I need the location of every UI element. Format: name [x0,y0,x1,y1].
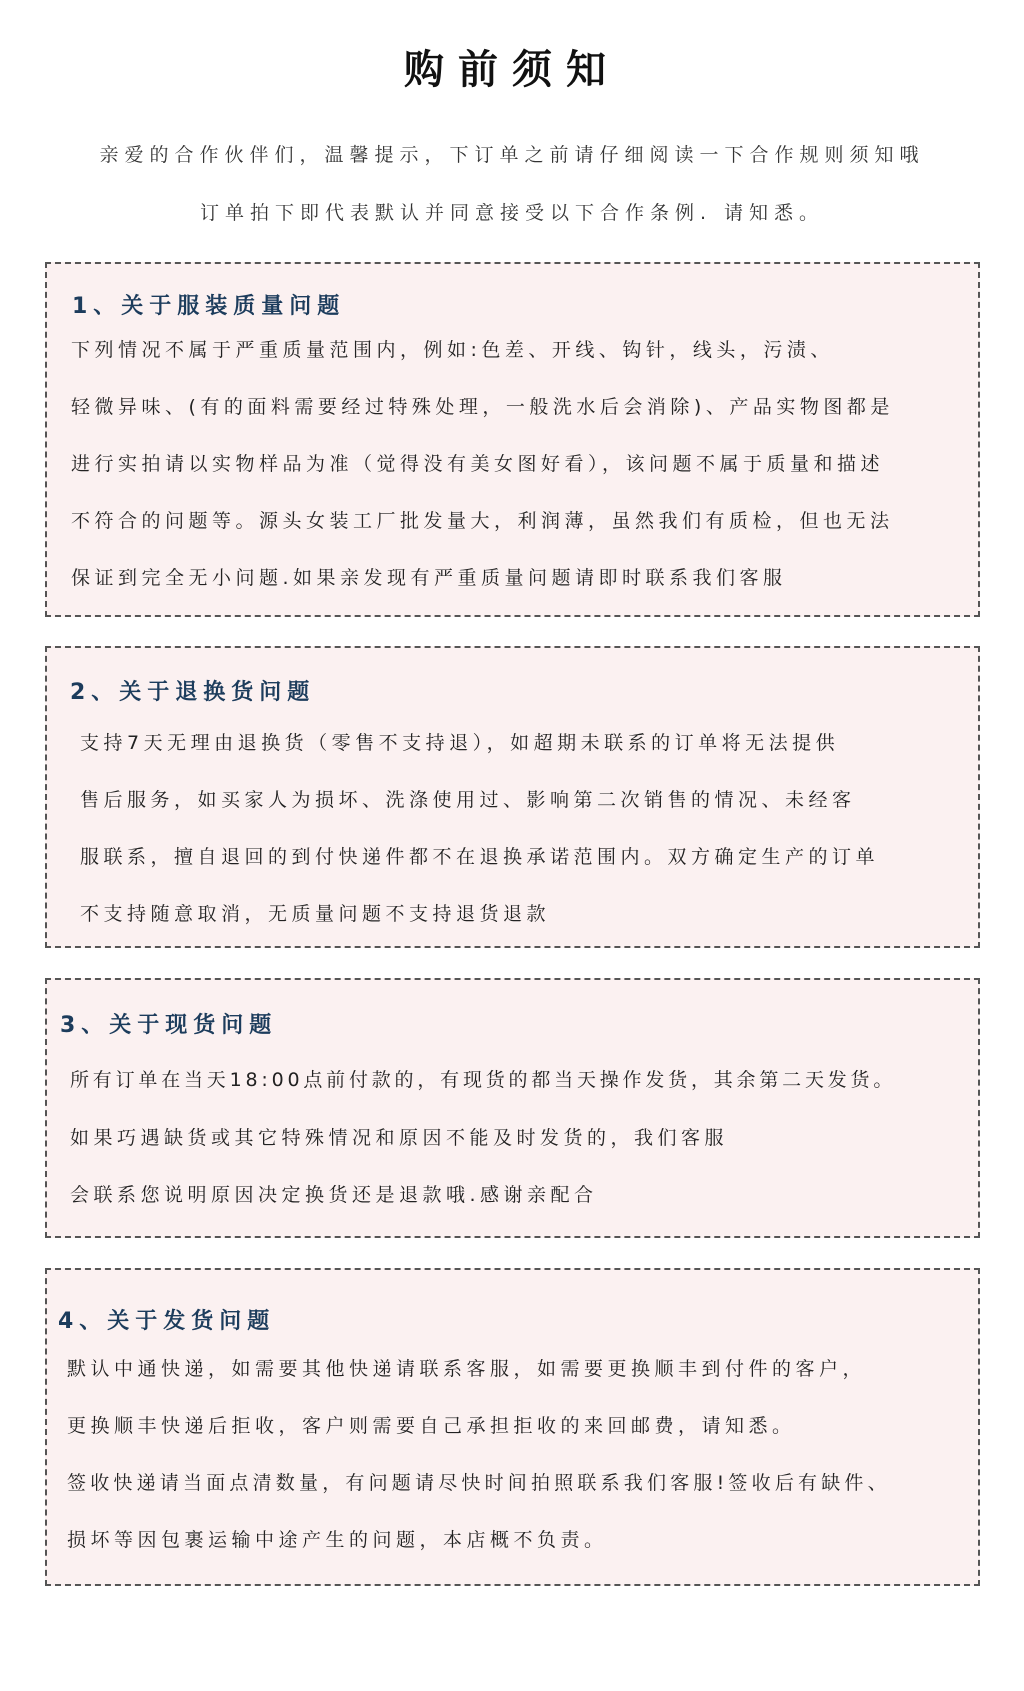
section-line: 保证到完全无小问题.如果亲发现有严重质量问题请即时联系我们客服 [71,567,787,589]
intro-line: 订单拍下即代表默认并同意接受以下合作条例. 请知悉。 [199,202,825,224]
section-line: 下列情况不属于严重质量范围内，例如:色差、开线、钩针，线头，污渍、 [71,339,834,361]
section-line: 进行实拍请以实物样品为准（觉得没有美女图好看），该问题不属于质量和描述 [71,453,885,475]
section-title: 3、关于现货问题 [60,1013,278,1038]
section-returns [45,646,980,948]
section-shipping [45,1268,980,1586]
section-line: 默认中通快递，如需要其他快递请联系客服，如需要更换顺丰到付件的客户， [67,1358,867,1380]
section-title: 2、关于退换货问题 [70,680,316,705]
section-line: 会联系您说明原因决定换货还是退款哦.感谢亲配合 [70,1184,598,1206]
section-stock [45,978,980,1238]
section-line: 更换顺丰快递后拒收，客户则需要自己承担拒收的来回邮费，请知悉。 [67,1415,796,1437]
section-line: 不支持随意取消，无质量问题不支持退货退款 [80,903,551,925]
section-line: 售后服务，如买家人为损坏、洗涤使用过、影响第二次销售的情况、未经客 [80,789,856,811]
section-quality [45,262,980,617]
section-line: 轻微异味、(有的面料需要经过特殊处理，一般洗水后会消除)、产品实物图都是 [71,396,894,418]
intro-line: 亲爱的合作伙伴们，温馨提示，下订单之前请仔细阅读一下合作规则须知哦 [99,144,925,166]
section-title: 1、关于服装质量问题 [72,294,346,319]
page-title: 购前须知 [404,47,620,93]
section-line: 损坏等因包裹运输中途产生的问题，本店概不负责。 [67,1529,608,1551]
section-line: 不符合的问题等。源头女装工厂批发量大，利润薄，虽然我们有质检，但也无法 [71,510,894,532]
section-title: 4、关于发货问题 [58,1309,276,1334]
section-line: 支持7天无理由退换货（零售不支持退），如超期未联系的订单将无法提供 [80,732,840,754]
section-line: 签收快递请当面点清数量，有问题请尽快时间拍照联系我们客服!签收后有缺件、 [67,1472,891,1494]
section-line: 服联系，擅自退回的到付快递件都不在退换承诺范围内。双方确定生产的订单 [80,846,880,868]
section-line: 如果巧遇缺货或其它特殊情况和原因不能及时发货的，我们客服 [70,1127,729,1149]
section-line: 所有订单在当天18:00点前付款的，有现货的都当天操作发货，其余第二天发货。 [70,1069,897,1091]
